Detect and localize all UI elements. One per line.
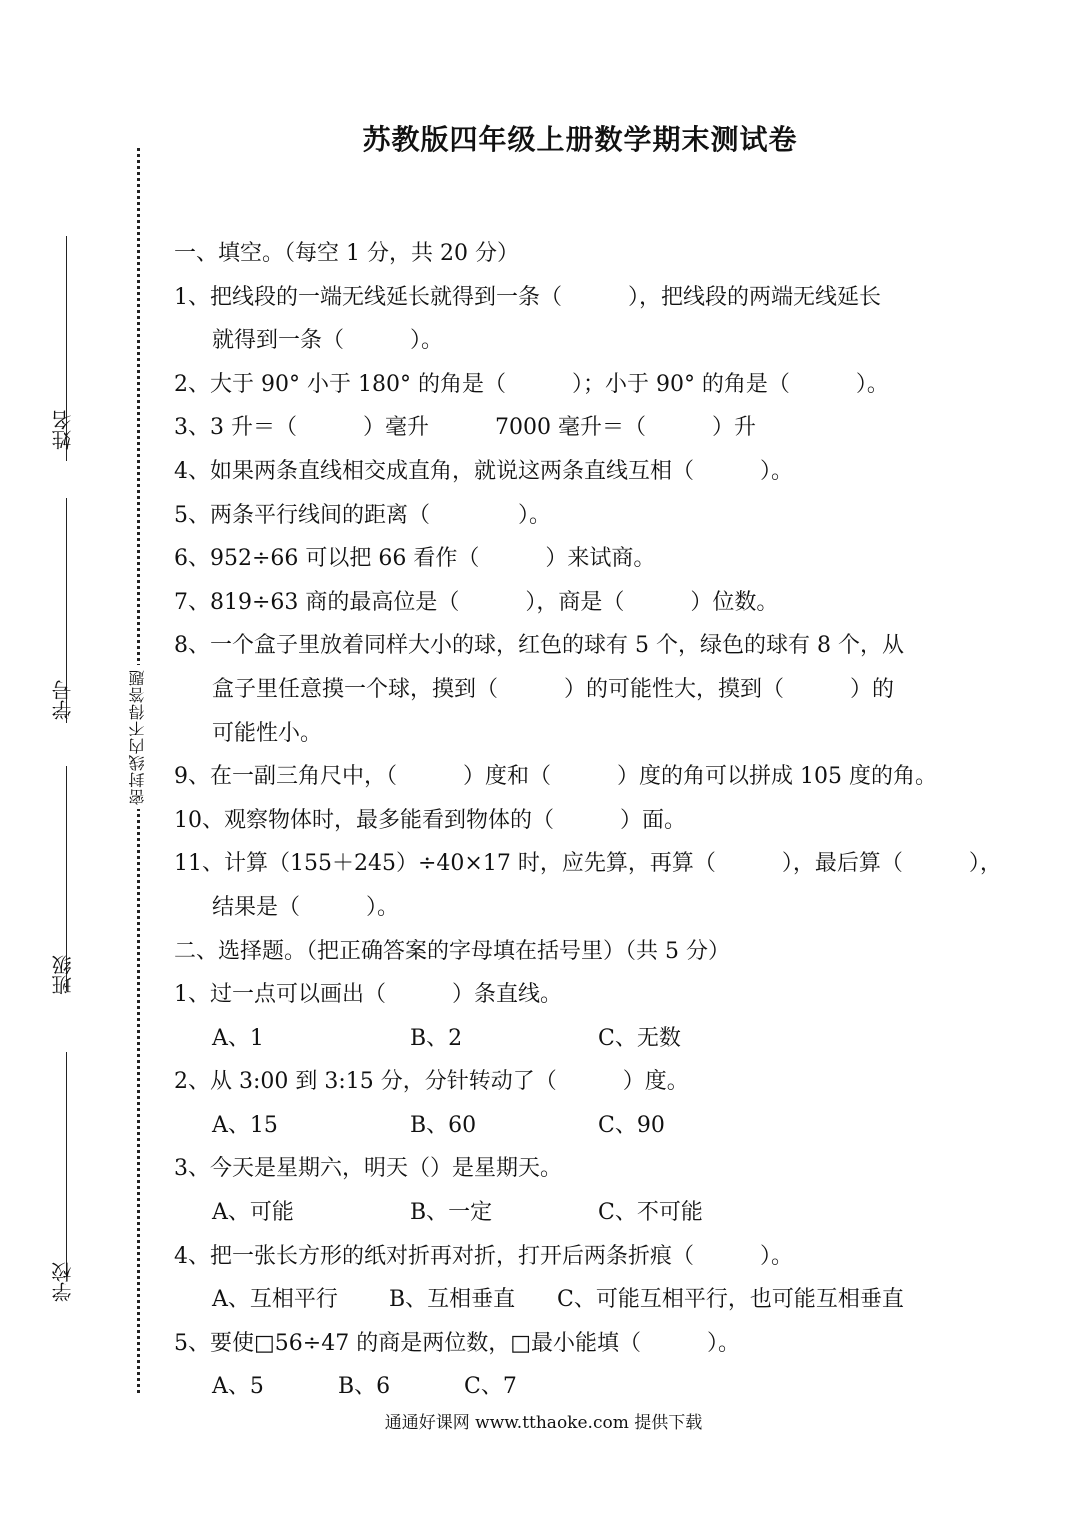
- question-line: 3、今天是星期六，明天（）是星期天。: [174, 1156, 562, 1182]
- answer-option: C、7: [464, 1374, 517, 1400]
- question-line: 10、观察物体时，最多能看到物体的（ ）面。: [174, 807, 686, 833]
- question-line: 1、过一点可以画出（ ）条直线。: [174, 982, 562, 1008]
- footer-credit: 通通好课网 www.tthaoke.com 提供下载: [384, 1413, 703, 1433]
- question-continuation: 盒子里任意摸一个球，摸到（ ）的可能性大，摸到（ ）的: [212, 676, 895, 702]
- question-line: 2、大于 90° 小于 180° 的角是（ ）；小于 90° 的角是（ ）。: [174, 371, 889, 397]
- question-line: 7、819÷63 商的最高位是（ ），商是（ ）位数。: [174, 589, 779, 615]
- answer-options: [174, 1365, 1004, 1409]
- section-heading: 二、选择题。（把正确答案的字母填在括号里）（共 5 分）: [174, 938, 730, 964]
- answer-options: [174, 1104, 1004, 1148]
- question-line: 1、把线段的一端无线延长就得到一条（ ），把线段的两端无线延长: [174, 284, 881, 310]
- question-line: 3、3 升＝（ ）毫升 7000 毫升＝（ ）升: [174, 415, 756, 441]
- answer-option: A、1: [212, 1025, 264, 1051]
- question-continuation: 可能性小。: [212, 720, 323, 746]
- question-line: 6、952÷66 可以把 66 看作（ ）来试商。: [174, 546, 656, 572]
- answer-option: C、可能互相平行，也可能互相垂直: [557, 1287, 904, 1313]
- question-line: 5、要使□56÷47 的商是两位数，□最小能填（ ）。: [174, 1330, 740, 1356]
- question-line: 5、两条平行线间的距离（ ）。: [174, 502, 551, 528]
- question-line: 9、在一副三角尺中，（ ）度和（ ）度的角可以拼成 105 度的角。: [174, 764, 937, 790]
- question-continuation: 结果是（ ）。: [212, 894, 400, 920]
- question-line: 2、从 3:00 到 3:15 分，分针转动了（ ）度。: [174, 1069, 689, 1095]
- school-blank-line: [66, 1052, 67, 1277]
- question-line: 8、一个盒子里放着同样大小的球，红色的球有 5 个，绿色的球有 8 个，从: [174, 633, 904, 659]
- question-line: 11、计算（155＋245）÷40×17 时，应先算，再算（ ），最后算（ ），: [174, 851, 1002, 877]
- answer-option: A、15: [212, 1112, 278, 1138]
- answer-option: B、一定: [410, 1200, 493, 1226]
- page-title: 苏教版四年级上册数学期末测试卷: [362, 123, 798, 156]
- name-label: 姓名: [51, 410, 75, 450]
- answer-option: A、互相平行: [212, 1287, 338, 1313]
- answer-options: [174, 1278, 1004, 1322]
- answer-option: C、90: [598, 1112, 665, 1138]
- class-label: 班级: [51, 955, 75, 995]
- question-line: 4、如果两条直线相交成直角，就说这两条直线互相（ ）。: [174, 458, 793, 484]
- question-line: 4、把一张长方形的纸对折再对折，打开后两条折痕（ ）。: [174, 1243, 793, 1269]
- school-label: 学校: [51, 1262, 75, 1302]
- answer-option: C、不可能: [598, 1200, 703, 1226]
- answer-options: [174, 1191, 1004, 1235]
- answer-option: B、6: [338, 1374, 391, 1400]
- seal-warning-text: 密封线内不得答题: [126, 665, 149, 809]
- answer-option: B、2: [410, 1025, 463, 1051]
- answer-option: A、5: [212, 1374, 264, 1400]
- section-heading: 一、填空。（每空 1 分，共 20 分）: [174, 241, 519, 266]
- student-id-label: 学号: [51, 680, 75, 720]
- answer-option: C、无数: [598, 1025, 681, 1051]
- answer-option: A、可能: [212, 1200, 294, 1226]
- answer-options: [174, 1017, 1004, 1061]
- question-continuation: 就得到一条（ ）。: [212, 328, 444, 354]
- exam-content: [174, 232, 1004, 1409]
- answer-option: B、60: [410, 1112, 477, 1138]
- answer-option: B、互相垂直: [389, 1287, 516, 1313]
